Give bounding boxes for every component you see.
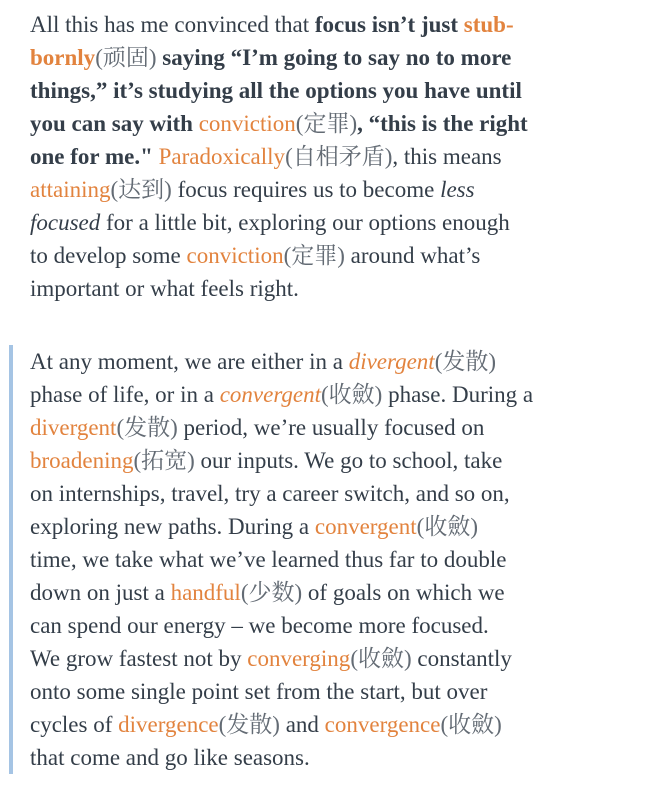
text-line: [30, 173, 631, 206]
vocab-word[interactable]: conviction: [186, 243, 284, 268]
text-run: less: [440, 177, 475, 202]
vocab-word[interactable]: attaining: [30, 177, 111, 202]
text-run: We grow fastest not by: [30, 646, 248, 671]
text-run: things,” it’s studying all the options you have until: [30, 78, 522, 103]
vocab-word[interactable]: converging: [247, 646, 351, 671]
text-run: of goals on which we: [302, 580, 505, 605]
translation: (少数): [240, 580, 303, 605]
text-run: that come and go like seasons.: [30, 745, 310, 770]
text-run: , this means: [392, 144, 502, 169]
text-run: our inputs. We go to school, take: [194, 448, 503, 473]
translation: (发散): [218, 712, 280, 737]
text-run: period, we’re usually focused on: [177, 415, 485, 440]
vocab-word[interactable]: divergent: [348, 349, 435, 374]
text-line: [30, 741, 631, 774]
text-line: [30, 510, 631, 543]
text-line: [30, 675, 631, 708]
translation: (拓宽): [133, 448, 195, 473]
translation: (收斂): [440, 712, 502, 737]
text-line: [30, 543, 631, 576]
text-line: [30, 272, 631, 305]
text-run: important or what feels right.: [30, 276, 299, 301]
translation: (发散): [434, 349, 497, 374]
paragraph: [9, 8, 631, 305]
translation: (定罪): [295, 111, 358, 136]
text-run: time, we take what we’ve learned thus far to double: [30, 547, 507, 572]
translation: (收斂): [350, 646, 412, 671]
text-line: [30, 140, 631, 173]
vocab-word[interactable]: Paradoxically: [158, 144, 286, 169]
text-line: [30, 411, 631, 444]
text-run: you can say with: [30, 111, 199, 136]
text-line: [30, 444, 631, 477]
translation: (定罪): [283, 243, 345, 268]
text-run: At any moment, we are either in a: [30, 349, 349, 374]
translation: (达到): [110, 177, 172, 202]
translation: (自相矛盾): [285, 144, 393, 169]
text-line: [30, 609, 631, 642]
text-run: All this has me convinced that: [30, 12, 315, 37]
vocab-word[interactable]: convergence: [324, 712, 441, 737]
vocab-word[interactable]: divergence: [118, 712, 219, 737]
vocab-word[interactable]: broadening: [30, 448, 134, 473]
text-run: phase. During a: [382, 382, 534, 407]
translation: (收斂): [321, 382, 383, 407]
text-line: [30, 345, 631, 378]
text-run: constantly: [411, 646, 512, 671]
text-line: [30, 41, 631, 74]
text-run: focus requires us to become: [171, 177, 441, 202]
vocab-word[interactable]: divergent: [30, 415, 117, 440]
text-run: one for me.": [30, 144, 159, 169]
vocab-word[interactable]: bornly: [30, 45, 96, 70]
vocab-word[interactable]: stub-: [463, 12, 514, 37]
blockquote: [9, 345, 631, 774]
article: [9, 8, 631, 774]
vocab-word[interactable]: conviction: [198, 111, 296, 136]
text-line: [30, 239, 631, 272]
text-line: [30, 206, 631, 239]
text-line: [30, 708, 631, 741]
translation: (发散): [116, 415, 178, 440]
text-run: , “this is the right: [357, 111, 528, 136]
translation: (收斂): [416, 514, 478, 539]
text-line: [30, 378, 631, 411]
text-line: [30, 642, 631, 675]
text-line: [30, 107, 631, 140]
text-run: phase of life, or in a: [30, 382, 220, 407]
vocab-word[interactable]: convergent: [314, 514, 417, 539]
vocab-word[interactable]: convergent: [219, 382, 322, 407]
translation: (顽固): [95, 45, 157, 70]
text-line: [30, 8, 631, 41]
text-run: exploring new paths. During a: [30, 514, 315, 539]
text-line: [30, 74, 631, 107]
text-run: onto some single point set from the start, but over: [30, 679, 488, 704]
text-run: to develop some: [30, 243, 187, 268]
text-run: saying “I’m going to say no to more: [156, 45, 512, 70]
text-line: [30, 477, 631, 510]
text-run: down on just a: [30, 580, 171, 605]
text-run: for a little bit, exploring our options enough: [100, 210, 510, 235]
text-run: can spend our energy – we become more focused.: [30, 613, 489, 638]
text-run: and: [279, 712, 325, 737]
text-run: focus isn’t just: [314, 12, 464, 37]
text-run: around what’s: [344, 243, 481, 268]
text-run: cycles of: [30, 712, 119, 737]
vocab-word[interactable]: handful: [170, 580, 241, 605]
text-run: focused: [30, 210, 101, 235]
text-line: [30, 576, 631, 609]
text-run: on internships, travel, try a career switch, and so on,: [30, 481, 510, 506]
